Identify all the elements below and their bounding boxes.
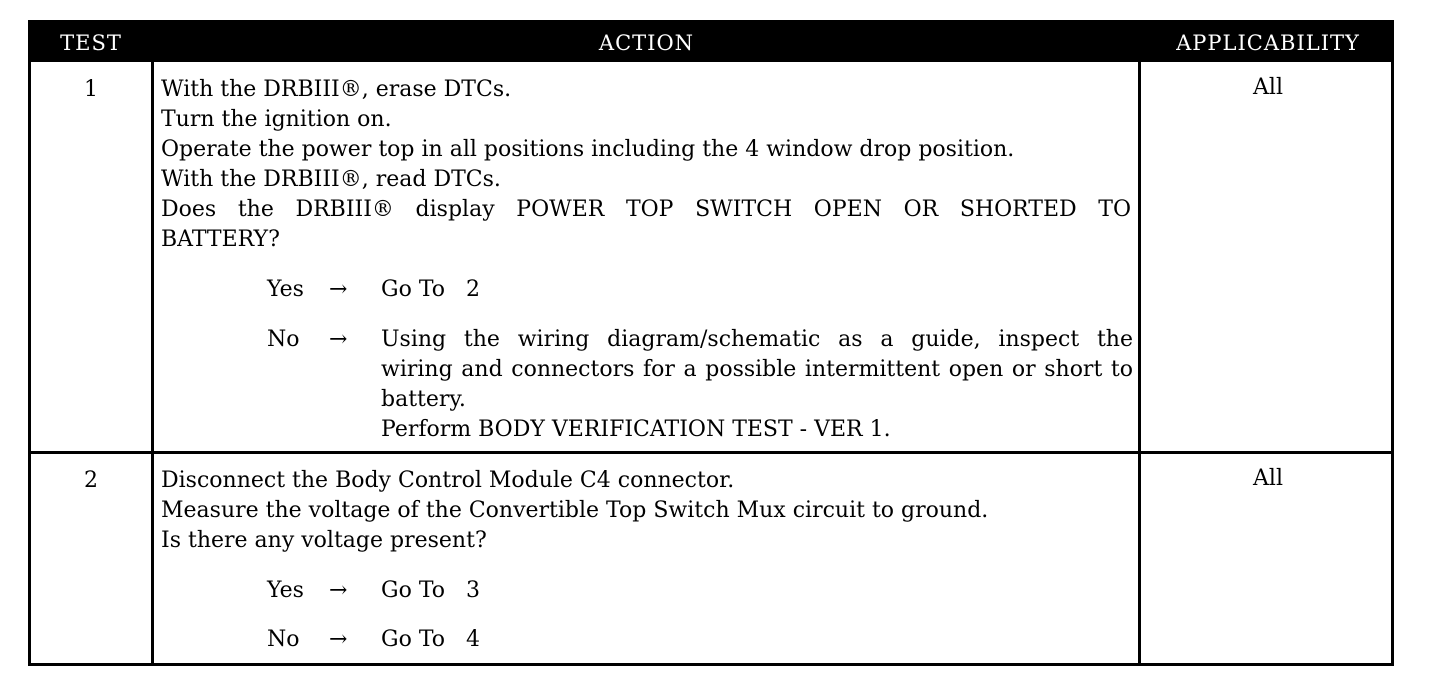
column-divider bbox=[1138, 62, 1141, 663]
row-divider bbox=[31, 451, 1391, 454]
header-applicability: APPLICABILITY bbox=[1176, 31, 1360, 55]
applicability-value: All bbox=[1253, 75, 1283, 100]
action-step: Is there any voltage present? bbox=[161, 528, 487, 553]
arrow-icon: → bbox=[329, 578, 348, 603]
no-result-line: wiring and connectors for a possible intermittent open or short to bbox=[381, 357, 1133, 382]
header-test: TEST bbox=[60, 31, 122, 55]
table-header bbox=[31, 23, 1391, 62]
header-action: ACTION bbox=[598, 31, 695, 55]
action-step: Does the DRBIII® display POWER TOP SWITCH OPEN OR SHORTED TO bbox=[161, 197, 1131, 222]
action-steps bbox=[161, 466, 1131, 556]
action-step: Disconnect the Body Control Module C4 connector. bbox=[161, 468, 735, 493]
arrow-icon: → bbox=[329, 277, 348, 302]
no-result: Go To 4 bbox=[381, 627, 480, 652]
action-step: With the DRBIII®, erase DTCs. bbox=[161, 77, 512, 102]
action-step: BATTERY? bbox=[161, 227, 280, 252]
no-result-line: Perform BODY VERIFICATION TEST - VER 1. bbox=[381, 417, 891, 442]
action-steps bbox=[161, 75, 1131, 255]
column-divider bbox=[151, 62, 154, 663]
yes-label: Yes bbox=[267, 277, 304, 302]
yes-result: Go To 3 bbox=[381, 578, 480, 603]
yes-label: Yes bbox=[267, 578, 304, 603]
applicability-value: All bbox=[1253, 466, 1283, 491]
test-number: 2 bbox=[84, 468, 98, 493]
arrow-icon: → bbox=[329, 327, 348, 352]
yes-result: Go To 2 bbox=[381, 277, 480, 302]
no-result-line: battery. bbox=[381, 387, 466, 412]
arrow-icon: → bbox=[329, 627, 348, 652]
action-step: Turn the ignition on. bbox=[161, 107, 392, 132]
action-step: Measure the voltage of the Convertible Top Switch Mux circuit to ground. bbox=[161, 498, 989, 523]
no-label: No bbox=[267, 327, 300, 352]
test-number: 1 bbox=[84, 77, 98, 102]
action-step: With the DRBIII®, read DTCs. bbox=[161, 167, 501, 192]
no-label: No bbox=[267, 627, 300, 652]
action-step: Operate the power top in all positions including the 4 window drop position. bbox=[161, 137, 1015, 162]
no-result bbox=[381, 325, 1133, 445]
no-result-line: Using the wiring diagram/schematic as a guide, inspect the bbox=[381, 327, 1133, 352]
diagnostic-table bbox=[28, 20, 1394, 666]
